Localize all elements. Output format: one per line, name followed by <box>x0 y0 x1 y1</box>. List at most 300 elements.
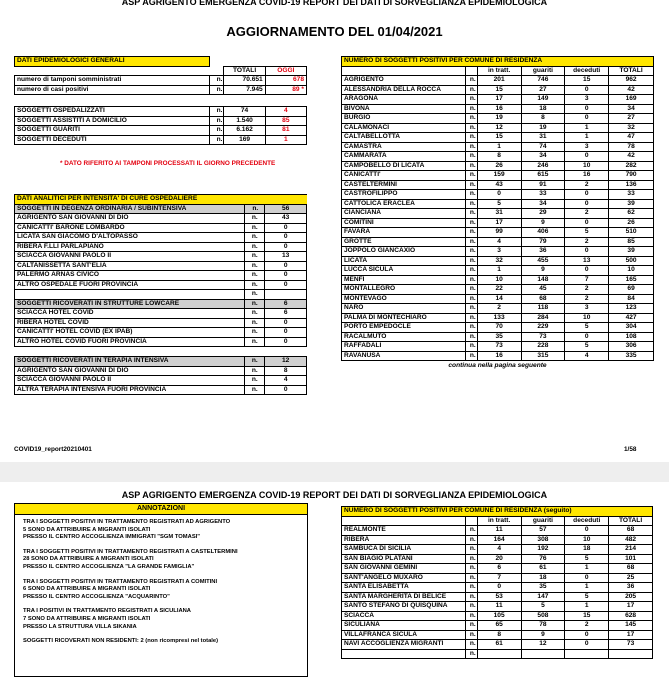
n-label: n. <box>465 304 477 314</box>
totali: 123 <box>609 304 654 314</box>
n-label: n. <box>465 114 477 124</box>
table-cell: 169 <box>224 135 265 145</box>
n-label: n. <box>465 573 477 583</box>
table-cell: in tratt. <box>477 516 521 526</box>
table-row <box>15 385 307 395</box>
n-label: n. <box>465 76 477 86</box>
comune-name: SAN GIOVANNI GEMINI <box>342 564 466 574</box>
comune-name: SICULIANA <box>342 621 466 631</box>
comune-name: JOPPOLO GIANCAXIO <box>342 247 466 257</box>
table-row <box>15 376 307 386</box>
n-label: n. <box>465 228 477 238</box>
report-header-2: ASP AGRIGENTO EMERGENZA COVID-19 REPORT DEI DATI DI SORVEGLIANZA EPIDEMIOLOGICA <box>121 490 548 500</box>
table-cell: 0 <box>265 318 307 328</box>
table-row <box>342 564 653 574</box>
table-row <box>342 554 653 564</box>
table-row <box>342 123 654 133</box>
table-row <box>342 114 654 124</box>
totali: 73 <box>609 640 653 650</box>
table-row <box>342 545 653 555</box>
deceduti: 15 <box>565 76 609 86</box>
comune-name: CALTABELLOTTA <box>342 133 466 143</box>
deceduti: 5 <box>565 228 609 238</box>
table-row <box>342 161 654 171</box>
annotation-line: 28 SONO DA ATTRIBUIRE A MIGRANTI ISOLATI <box>23 556 154 563</box>
table-cell: n. <box>245 261 265 271</box>
guariti: 29 <box>521 209 565 219</box>
guariti <box>521 649 565 659</box>
n-label: n. <box>465 526 477 536</box>
table-row <box>15 271 307 281</box>
totali: 33 <box>609 190 654 200</box>
n-label: n. <box>465 190 477 200</box>
n-label: n. <box>465 602 477 612</box>
guariti: 406 <box>521 228 565 238</box>
n-label: n. <box>465 640 477 650</box>
table-cell: n. <box>210 76 224 86</box>
table-row <box>342 602 653 612</box>
annotation-line: PRESSO IL CENTRO ACCOGLIENZA "LA GRANDE FAMIGLIA" <box>23 563 195 570</box>
table-cell: n. <box>245 214 265 224</box>
comune-name: ARAGONA <box>342 95 466 105</box>
n-label: n. <box>465 142 477 152</box>
deceduti: 2 <box>565 294 609 304</box>
totali: 282 <box>609 161 654 171</box>
deceduti: 16 <box>565 171 609 181</box>
totali: 500 <box>609 256 654 266</box>
table-row <box>15 204 307 214</box>
table-cell: 0 <box>265 328 307 338</box>
table-cell: SOGGETTI DECEDUTI <box>15 135 210 145</box>
in-trattamento: 35 <box>477 332 521 342</box>
guariti: 34 <box>521 152 565 162</box>
n-label: n. <box>465 342 477 352</box>
table-cell <box>265 290 307 300</box>
deceduti: 2 <box>565 621 609 631</box>
in-trattamento: 11 <box>477 526 521 536</box>
table-cell: n. <box>245 366 265 376</box>
n-label: n. <box>465 285 477 295</box>
deceduti: 10 <box>565 313 609 323</box>
table-cell: 6 <box>265 299 307 309</box>
table-row <box>342 592 653 602</box>
totali <box>609 649 653 659</box>
table-cell: AGRIGENTO SAN GIOVANNI DI DIO <box>15 214 245 224</box>
in-trattamento: 12 <box>477 123 521 133</box>
table-cell: 1 <box>265 135 306 145</box>
comune-name: ALESSANDRIA DELLA ROCCA <box>342 85 466 95</box>
table-cell: n. <box>245 223 265 233</box>
deceduti: 0 <box>565 247 609 257</box>
table-row <box>15 357 307 367</box>
n-label: n. <box>465 104 477 114</box>
guariti: 27 <box>521 85 565 95</box>
deceduti: 0 <box>565 640 609 650</box>
guariti: 9 <box>521 630 565 640</box>
table-row <box>342 256 654 266</box>
guariti: 18 <box>521 104 565 114</box>
comune-name: AGRIGENTO <box>342 76 466 86</box>
col-oggi: OGGI <box>265 66 306 76</box>
comune-name: NAVI ACCOGLIENZA MIGRANTI <box>342 640 466 650</box>
in-trattamento: 73 <box>477 342 521 352</box>
in-trattamento: 53 <box>477 592 521 602</box>
guariti: 746 <box>521 76 565 86</box>
in-trattamento: 159 <box>477 171 521 181</box>
table-cell: 81 <box>265 126 306 136</box>
general-data-table <box>14 56 307 145</box>
in-trattamento: 31 <box>477 209 521 219</box>
in-trattamento: 99 <box>477 228 521 238</box>
table-cell: guariti <box>521 516 565 526</box>
comune-name: SANT'ANGELO MUXARO <box>342 573 466 583</box>
table-cell: 85 <box>265 116 306 126</box>
comune-name: SANTO STEFANO DI QUISQUINA <box>342 602 466 612</box>
n-label: n. <box>465 545 477 555</box>
n-label: n. <box>465 133 477 143</box>
annotation-line: PRESSO LA STRUTTURA VILLA SIKANIA <box>23 623 137 630</box>
table-row <box>342 171 654 181</box>
table-cell: 0 <box>265 385 307 395</box>
in-trattamento: 20 <box>477 554 521 564</box>
comune-name: CANICATTI' <box>342 171 466 181</box>
table-row <box>342 142 654 152</box>
guariti: 45 <box>521 285 565 295</box>
n-label: n. <box>465 247 477 257</box>
comune-name: CAMMARATA <box>342 152 466 162</box>
table-cell: 4 <box>265 107 306 117</box>
deceduti: 5 <box>565 554 609 564</box>
n-label: n. <box>465 630 477 640</box>
table-cell: n. <box>245 385 265 395</box>
annotation-paragraph <box>23 549 307 572</box>
table-cell: n. <box>245 318 265 328</box>
in-trattamento: 11 <box>477 602 521 612</box>
in-trattamento: 14 <box>477 294 521 304</box>
totali: 39 <box>609 199 654 209</box>
in-trattamento: 105 <box>477 611 521 621</box>
guariti: 148 <box>521 275 565 285</box>
deceduti: 0 <box>565 573 609 583</box>
annotation-line: TRA I POSITIVI IN TRATTAMENTO REGISTRATI A SICULIANA <box>23 608 191 615</box>
table-cell: 7.945 <box>224 85 265 95</box>
n-label: n. <box>465 256 477 266</box>
table-cell: n. <box>245 376 265 386</box>
deceduti: 0 <box>565 152 609 162</box>
table-row <box>342 180 654 190</box>
comune-name: CIANCIANA <box>342 209 466 219</box>
table-cell: n. <box>210 107 224 117</box>
deceduti: 1 <box>565 133 609 143</box>
comune-name: FAVARA <box>342 228 466 238</box>
in-trattamento: 1 <box>477 266 521 276</box>
table-cell: 0 <box>265 233 307 243</box>
in-trattamento: 1 <box>477 142 521 152</box>
n-label: n. <box>465 535 477 545</box>
deceduti <box>565 649 609 659</box>
comune-name: RAVANUSA <box>342 351 466 361</box>
in-trattamento: 61 <box>477 640 521 650</box>
guariti: 34 <box>521 199 565 209</box>
table-row <box>342 104 654 114</box>
comune-name <box>342 649 466 659</box>
totali: 145 <box>609 621 653 631</box>
table-cell: 0 <box>265 261 307 271</box>
comune-name: RACALMUTO <box>342 332 466 342</box>
page-separator <box>0 462 669 482</box>
guariti: 79 <box>521 237 565 247</box>
in-trattamento: 0 <box>477 190 521 200</box>
n-label: n. <box>465 123 477 133</box>
table-cell: 4 <box>265 376 307 386</box>
n-label: n. <box>465 237 477 247</box>
n-label: n. <box>465 583 477 593</box>
table-row <box>15 366 307 376</box>
totali: 165 <box>609 275 654 285</box>
deceduti: 0 <box>565 526 609 536</box>
annotation-line: 5 SONO DA ATTRIBUIRE A MIGRANTI ISOLATI <box>23 526 151 533</box>
table-cell: PALERMO ARNAS CIVICO <box>15 271 245 281</box>
in-trattamento: 17 <box>477 218 521 228</box>
table-cell: n. <box>245 252 265 262</box>
table-cell: TOTALI <box>609 516 653 526</box>
table-cell: deceduti <box>565 66 609 76</box>
table-row <box>15 252 307 262</box>
guariti: 284 <box>521 313 565 323</box>
in-trattamento: 10 <box>477 275 521 285</box>
table-row <box>15 135 307 145</box>
table-cell: 1.540 <box>224 116 265 126</box>
in-trattamento: 8 <box>477 630 521 640</box>
comuni2-title: NUMERO DI SOGGETTI POSITIVI PER COMUNE DI RESIDENZA (seguito) <box>342 507 653 517</box>
table-cell: SOGGETTI RICOVERATI IN STRUTTURE LOWCARE <box>15 299 245 309</box>
table-row <box>342 152 654 162</box>
guariti: 615 <box>521 171 565 181</box>
table-cell: 12 <box>265 357 307 367</box>
table-cell: 678 <box>265 76 306 86</box>
totali: 42 <box>609 152 654 162</box>
totali: 69 <box>609 285 654 295</box>
table-row <box>15 85 307 95</box>
totali: 85 <box>609 237 654 247</box>
n-label: n. <box>465 180 477 190</box>
table-cell: 0 <box>265 271 307 281</box>
table-cell: 8 <box>265 366 307 376</box>
table-row <box>15 107 307 117</box>
table-cell: n. <box>245 290 265 300</box>
table-row <box>15 309 307 319</box>
table-cell: CANICATTI' BARONE LOMBARDO <box>15 223 245 233</box>
table-row <box>342 640 653 650</box>
general-title: DATI EPIDEMIOLOGICI GENERALI <box>15 57 210 67</box>
totali: 62 <box>609 209 654 219</box>
guariti: 8 <box>521 114 565 124</box>
table-cell: n. <box>245 271 265 281</box>
comune-name: CASTROFILIPPO <box>342 190 466 200</box>
guariti: 308 <box>521 535 565 545</box>
deceduti: 18 <box>565 545 609 555</box>
table-cell: CANICATTI' HOTEL COVID (EX IPAB) <box>15 328 245 338</box>
table-cell: 89 * <box>265 85 306 95</box>
annotations-box <box>14 503 308 677</box>
n-label: n. <box>465 95 477 105</box>
in-trattamento: 164 <box>477 535 521 545</box>
n-label: n. <box>465 85 477 95</box>
totali: 25 <box>609 573 653 583</box>
guariti: 18 <box>521 573 565 583</box>
guariti: 61 <box>521 564 565 574</box>
annotation-line: 6 SONO DA ATTRIBUIRE A MIGRANTI ISOLATI <box>23 586 151 593</box>
totali: 39 <box>609 247 654 257</box>
table-row <box>342 85 654 95</box>
annotation-paragraph <box>23 519 307 542</box>
totali: 78 <box>609 142 654 152</box>
annotation-line: TRA I SOGGETTI POSITIVI IN TRATTAMENTO REGISTRATI A COMITINI <box>23 578 218 585</box>
in-trattamento: 65 <box>477 621 521 631</box>
totali: 427 <box>609 313 654 323</box>
guariti: 91 <box>521 180 565 190</box>
comune-name: RIBERA <box>342 535 466 545</box>
in-trattamento: 4 <box>477 545 521 555</box>
annotation-paragraph <box>23 638 307 646</box>
guariti: 9 <box>521 218 565 228</box>
in-trattamento: 22 <box>477 285 521 295</box>
guariti: 35 <box>521 583 565 593</box>
table-row <box>342 630 653 640</box>
guariti: 73 <box>521 332 565 342</box>
deceduti: 3 <box>565 95 609 105</box>
guariti: 19 <box>521 123 565 133</box>
comune-name: SAMBUCA DI SICILIA <box>342 545 466 555</box>
guariti: 246 <box>521 161 565 171</box>
n-label: n. <box>465 209 477 219</box>
table-row <box>342 209 654 219</box>
table-cell: n. <box>245 309 265 319</box>
totali: 169 <box>609 95 654 105</box>
deceduti: 0 <box>565 85 609 95</box>
table-cell: 43 <box>265 214 307 224</box>
comune-name: LICATA <box>342 256 466 266</box>
table-row <box>15 337 307 347</box>
table-row <box>15 126 307 136</box>
table-cell: n. <box>245 233 265 243</box>
n-label: n. <box>465 621 477 631</box>
deceduti: 10 <box>565 161 609 171</box>
deceduti: 1 <box>565 564 609 574</box>
table-cell: 56 <box>265 204 307 214</box>
guariti: 508 <box>521 611 565 621</box>
deceduti: 15 <box>565 611 609 621</box>
comune-name: SAN BIAGIO PLATANI <box>342 554 466 564</box>
guariti: 78 <box>521 621 565 631</box>
totali: 42 <box>609 85 654 95</box>
table-cell: RIBERA HOTEL COVID <box>15 318 245 328</box>
deceduti: 5 <box>565 592 609 602</box>
table-row <box>342 649 653 659</box>
table-cell: 0 <box>265 223 307 233</box>
guariti: 228 <box>521 342 565 352</box>
in-trattamento: 16 <box>477 104 521 114</box>
guariti: 12 <box>521 640 565 650</box>
totali: 26 <box>609 218 654 228</box>
table-cell: SOGGETTI RICOVERATI IN TERAPIA INTENSIVA <box>15 357 245 367</box>
n-label: n. <box>465 313 477 323</box>
in-trattamento: 133 <box>477 313 521 323</box>
comune-name: RAFFADALI <box>342 342 466 352</box>
comuni-table-2 <box>341 506 653 659</box>
totali: 36 <box>609 583 653 593</box>
table-cell: n. <box>245 242 265 252</box>
totali: 17 <box>609 630 653 640</box>
guariti: 68 <box>521 294 565 304</box>
totali: 335 <box>609 351 654 361</box>
table-cell: 70.651 <box>224 76 265 86</box>
table-row <box>342 342 654 352</box>
in-trattamento: 16 <box>477 351 521 361</box>
update-title: AGGIORNAMENTO DEL 01/04/2021 <box>226 24 443 39</box>
totali: 32 <box>609 123 654 133</box>
deceduti: 10 <box>565 535 609 545</box>
table-cell: 6 <box>265 309 307 319</box>
guariti: 118 <box>521 304 565 314</box>
n-label: n. <box>465 323 477 333</box>
table-row <box>342 133 654 143</box>
table-row <box>342 313 654 323</box>
totali: 34 <box>609 104 654 114</box>
deceduti: 0 <box>565 114 609 124</box>
n-label: n. <box>465 351 477 361</box>
table-cell: 13 <box>265 252 307 262</box>
deceduti: 4 <box>565 351 609 361</box>
table-cell: CALTANISSETTA SANT'ELIA <box>15 261 245 271</box>
table-cell: in tratt. <box>477 66 521 76</box>
table-row <box>342 535 653 545</box>
table-row <box>342 266 654 276</box>
deceduti: 0 <box>565 104 609 114</box>
in-trattamento: 2 <box>477 304 521 314</box>
in-trattamento: 43 <box>477 180 521 190</box>
table-row <box>15 299 307 309</box>
deceduti: 0 <box>565 630 609 640</box>
table-row <box>15 328 307 338</box>
table-cell: 74 <box>224 107 265 117</box>
n-label: n. <box>465 564 477 574</box>
deceduti: 5 <box>565 323 609 333</box>
table-cell: SCIACCA GIOVANNI PAOLO II <box>15 252 245 262</box>
hospital-table <box>14 194 307 395</box>
table-row <box>15 290 307 300</box>
table-row <box>15 233 307 243</box>
table-row <box>342 526 653 536</box>
table-cell: n. <box>245 280 265 290</box>
table-row <box>342 304 654 314</box>
in-trattamento: 6 <box>477 564 521 574</box>
table-cell: TOTALI <box>609 66 654 76</box>
n-label: n. <box>465 332 477 342</box>
deceduti: 2 <box>565 285 609 295</box>
deceduti: 3 <box>565 304 609 314</box>
deceduti: 0 <box>565 266 609 276</box>
table-row <box>342 76 654 86</box>
table-cell: numero di tamponi somministrati <box>15 76 210 86</box>
totali: 108 <box>609 332 654 342</box>
n-label: n. <box>465 611 477 621</box>
in-trattamento <box>477 649 521 659</box>
in-trattamento: 15 <box>477 133 521 143</box>
table-row <box>342 351 654 361</box>
comune-name: MONTALLEGRO <box>342 285 466 295</box>
n-label: n. <box>465 649 477 659</box>
